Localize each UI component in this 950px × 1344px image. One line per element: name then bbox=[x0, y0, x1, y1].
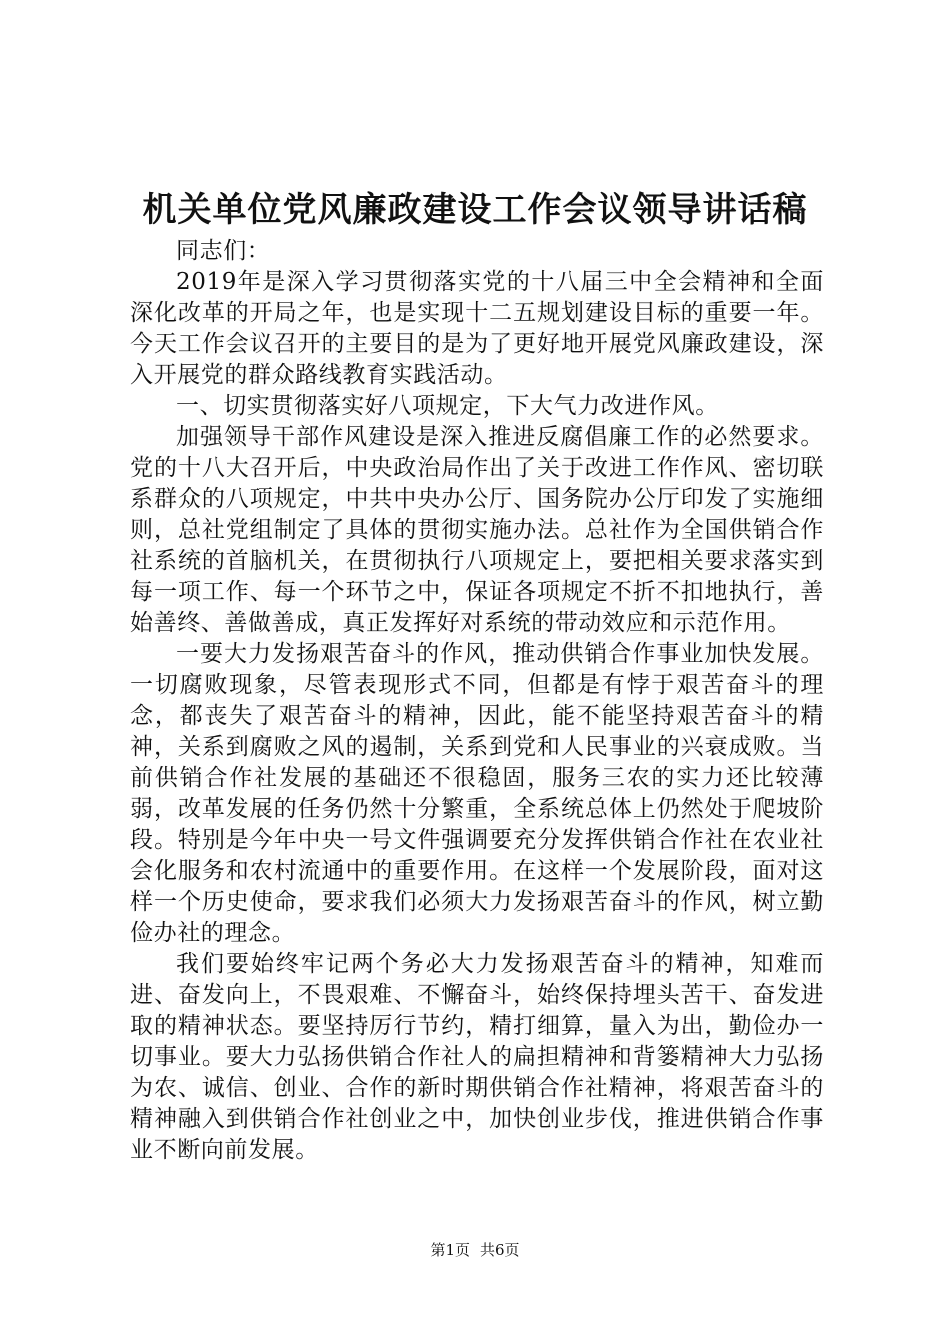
document-title: 机关单位党风廉政建设工作会议领导讲话稿 bbox=[142, 190, 808, 230]
body-paragraph: 我们要始终牢记两个务必大力发扬艰苦奋斗的精神，知难而进、奋发向上，不畏艰难、不懈奋斗，始终保持埋头苦干、奋发进取的精神状态。要坚持厉行节约，精打细算，量入为出，勤俭办一切事业。要大力弘扬供销合作社人的扁担精神和背篓精神大力弘扬为农、诚信、创业、合作的新时期供销合作社精神，将艰苦奋斗的精神融入到供销合作社创业之中，加快创业步伐，推进供销合作事业不断向前发展。 bbox=[130, 951, 824, 1163]
salutation-paragraph: 同志们： bbox=[176, 238, 271, 264]
body-paragraph: 加强领导干部作风建设是深入推进反腐倡廉工作的必然要求。党的十八大召开后，中央政治局作出了关于改进工作作风、密切联系群众的八项规定，中共中央办公厅、国务院办公厅印发了实施细则，总社党组制定了具体的贯彻实施办法。总社作为全国供销合作社系统的首脑机关，在贯彻执行八项规定上，要把相关要求落实到每一项工作、每一个环节之中，保证各项规定不折不扣地执行，善始善终、善做善成，真正发挥好对系统的带动效应和示范作用。 bbox=[130, 424, 824, 636]
document-body bbox=[130, 236, 824, 1166]
section-heading: 一、切实贯彻落实好八项规定，下大气力改进作风。 bbox=[176, 393, 719, 419]
body-paragraph: 一要大力发扬艰苦奋斗的作风，推动供销合作事业加快发展。一切腐败现象，尽管表现形式不同，但都是有悖于艰苦奋斗的理念，都丧失了艰苦奋斗的精神，因此，能不能坚持艰苦奋斗的精神，关系到腐败之风的遏制，关系到党和人民事业的兴衰成败。当前供销合作社发展的基础还不很稳固，服务三农的实力还比较薄弱，改革发展的任务仍然十分繁重，全系统总体上仍然处于爬坡阶段。特别是今年中央一号文件强调要充分发挥供销合作社在农业社会化服务和农村流通中的重要作用。在这样一个发展阶段，面对这样一个历史使命，要求我们必须大力发扬艰苦奋斗的作风，树立勤俭办社的理念。 bbox=[130, 641, 824, 946]
page-number: 第1页 bbox=[430, 1241, 470, 1259]
body-paragraph: 2019年是深入学习贯彻落实党的十八届三中全会精神和全面深化改革的开局之年，也是实现十二五规划建设目标的重要一年。今天工作会议召开的主要目的是为了更好地开展党风廉政建设，深入开展党的群众路线教育实践活动。 bbox=[130, 269, 824, 388]
page-footer bbox=[0, 1240, 950, 1260]
page-total: 共6页 bbox=[480, 1241, 520, 1259]
